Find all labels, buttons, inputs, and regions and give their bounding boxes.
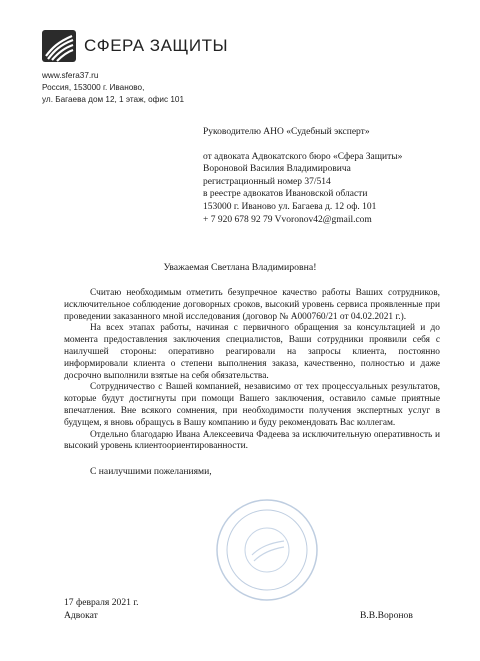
address-line-2: ул. Багаева дом 12, 1 этаж, офис 101 [42, 95, 185, 104]
logo [42, 30, 262, 62]
paragraph: Сотрудничество с Вашей компанией, независимо от тех процессуальных результатов, которые будут достигнуты при помощи Вашего заключения, оставило самые приятные впечатления. Вне всякого сомнения, при необходимости получения экспертных услуг в будущем, я вновь обращусь в Вашу компанию и буду рекомендовать Вас коллегам. [64, 382, 440, 428]
letter-body [64, 288, 440, 453]
website-link[interactable]: www.sfera37.ru [42, 71, 99, 80]
sender-contact-line: + 7 920 678 92 79 Vvoronov42@gmail.com [203, 214, 372, 225]
letter-date: 17 февраля 2021 г. [64, 597, 139, 608]
address-line-1: Россия, 153000 г. Иваново, [42, 83, 145, 92]
paragraph: Отдельно благодарю Ивана Алексеевича Фадеева за исключительную оперативность и высокий уровень клиентоориентированности. [64, 429, 440, 452]
seal-stamp-icon [212, 495, 322, 605]
paragraph: Считаю необходимым отметить безупречное качество работы Ваших сотрудников, исключительное соблюдение договорных сроков, высокий уровень сервиса проявленные при проведении заказанного мной исследования (договор № А000760/21 от 04.02.2021 г.). [64, 288, 440, 322]
addressee: Руководителю АНО «Судебный эксперт» [203, 127, 370, 137]
greeting: Уважаемая Светлана Владимировна! [163, 262, 317, 273]
sender-line: Вороновой Василия Владимировича [203, 164, 351, 175]
closing: С наилучшими пожеланиями, [90, 466, 212, 477]
sender-line: от адвоката Адвокатского бюро «Сфера Защиты» [203, 151, 403, 162]
brand-name: СФЕРА ЗАЩИТЫ [84, 36, 229, 55]
signer-name: В.В.Воронов [360, 610, 413, 621]
sender-role: Адвокат [64, 610, 98, 621]
recipient-block [203, 126, 453, 226]
sender-line: регистрационный номер 37/514 [203, 176, 331, 187]
sender-line: 153000 г. Иваново ул. Багаева д. 12 оф. 101 [203, 201, 377, 212]
sphere-shield-logo-icon [42, 30, 76, 62]
contact-block [42, 70, 262, 106]
paragraph: На всех этапах работы, начиная с первичного обращения за консультацией и до момента предоставления заключения специалистов, Ваши сотрудники проявили себя с наилучшей стороны: оперативно реагировали на запросы клиента, постоянно информировали клиента о степени выполнения заказа, качественно, полностью и даже досрочно выполнили взятые на себя обязательства. [64, 323, 440, 381]
sender-line: в реестре адвокатов Ивановской области [203, 189, 368, 200]
letterhead [42, 30, 262, 106]
